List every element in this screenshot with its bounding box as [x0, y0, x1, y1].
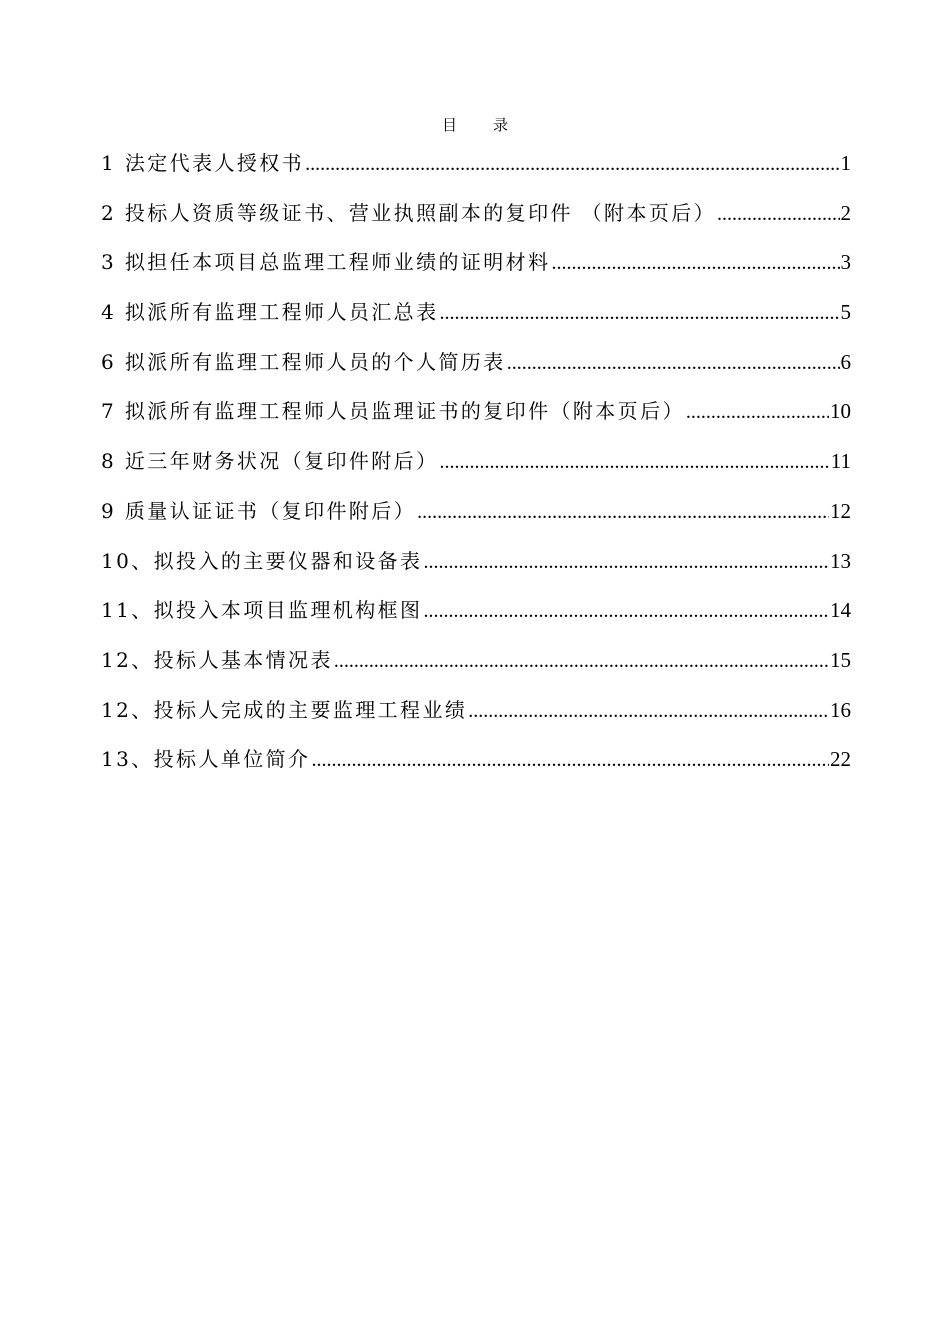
toc-entry-page: 16 — [830, 697, 851, 722]
toc-entry-page: 14 — [830, 598, 851, 623]
toc-entry-text: 12、投标人完成的主要监理工程业绩 — [101, 697, 468, 722]
toc-leader-dots — [334, 642, 829, 678]
toc-entry-page: 11 — [830, 449, 851, 474]
toc-title: 目录 — [441, 116, 544, 134]
toc-entry[interactable] — [101, 145, 851, 195]
toc-entry-page: 12 — [830, 498, 851, 523]
toc-entry[interactable] — [101, 393, 851, 443]
toc-entry-page: 10 — [830, 399, 851, 424]
toc-entry[interactable] — [101, 543, 851, 593]
toc-leader-dots — [439, 443, 829, 479]
toc-entry-text: 6 拟派所有监理工程师人员的个人简历表 — [101, 349, 506, 374]
toc-entry-page: 13 — [830, 548, 851, 573]
toc-entry[interactable] — [101, 244, 851, 294]
toc-leader-dots — [423, 543, 829, 579]
toc-leader-dots — [439, 294, 839, 330]
toc-list — [101, 145, 851, 791]
toc-entry-text: 13、投标人单位简介 — [101, 747, 311, 772]
toc-entry-page: 5 — [840, 300, 851, 325]
toc-entry-text: 11、拟投入本项目监理机构框图 — [101, 598, 423, 623]
toc-entry[interactable] — [101, 443, 851, 493]
toc-leader-dots — [311, 741, 829, 777]
toc-leader-dots — [507, 344, 840, 380]
toc-entry-text: 2 投标人资质等级证书、营业执照副本的复印件 （附本页后） — [101, 200, 717, 225]
toc-entry-page: 3 — [840, 250, 851, 275]
toc-entry[interactable] — [101, 642, 851, 692]
toc-entry-text: 3 拟担任本项目总监理工程师业绩的证明材料 — [101, 250, 551, 275]
toc-entry-text: 1 法定代表人授权书 — [101, 151, 305, 175]
toc-entry-text: 12、投标人基本情况表 — [101, 647, 333, 672]
toc-entry[interactable] — [101, 493, 851, 543]
toc-leader-dots — [468, 692, 829, 728]
toc-leader-dots — [717, 195, 839, 231]
toc-entry-text: 4 拟派所有监理工程师人员汇总表 — [101, 300, 439, 325]
toc-entry-page: 15 — [830, 647, 851, 672]
toc-entry-page: 1 — [840, 151, 851, 175]
toc-leader-dots — [305, 145, 839, 181]
toc-entry-text: 10、拟投入的主要仪器和设备表 — [101, 548, 423, 573]
toc-entry-text: 9 质量认证证书（复印件附后） — [101, 498, 417, 523]
toc-leader-dots — [686, 393, 829, 429]
toc-entry-page: 2 — [840, 200, 851, 225]
toc-entry[interactable] — [101, 294, 851, 344]
toc-leader-dots — [423, 592, 829, 628]
toc-entry-page: 6 — [840, 349, 851, 374]
toc-entry[interactable] — [101, 692, 851, 742]
toc-leader-dots — [417, 493, 829, 529]
toc-leader-dots — [551, 244, 839, 280]
toc-entry[interactable] — [101, 741, 851, 791]
toc-entry-text: 8 近三年财务状况（复印件附后） — [101, 449, 439, 474]
toc-entry[interactable] — [101, 592, 851, 642]
toc-entry-text: 7 拟派所有监理工程师人员监理证书的复印件（附本页后） — [101, 399, 685, 424]
toc-entry-page: 22 — [830, 747, 851, 772]
toc-entry[interactable] — [101, 344, 851, 394]
toc-entry[interactable] — [101, 195, 851, 245]
